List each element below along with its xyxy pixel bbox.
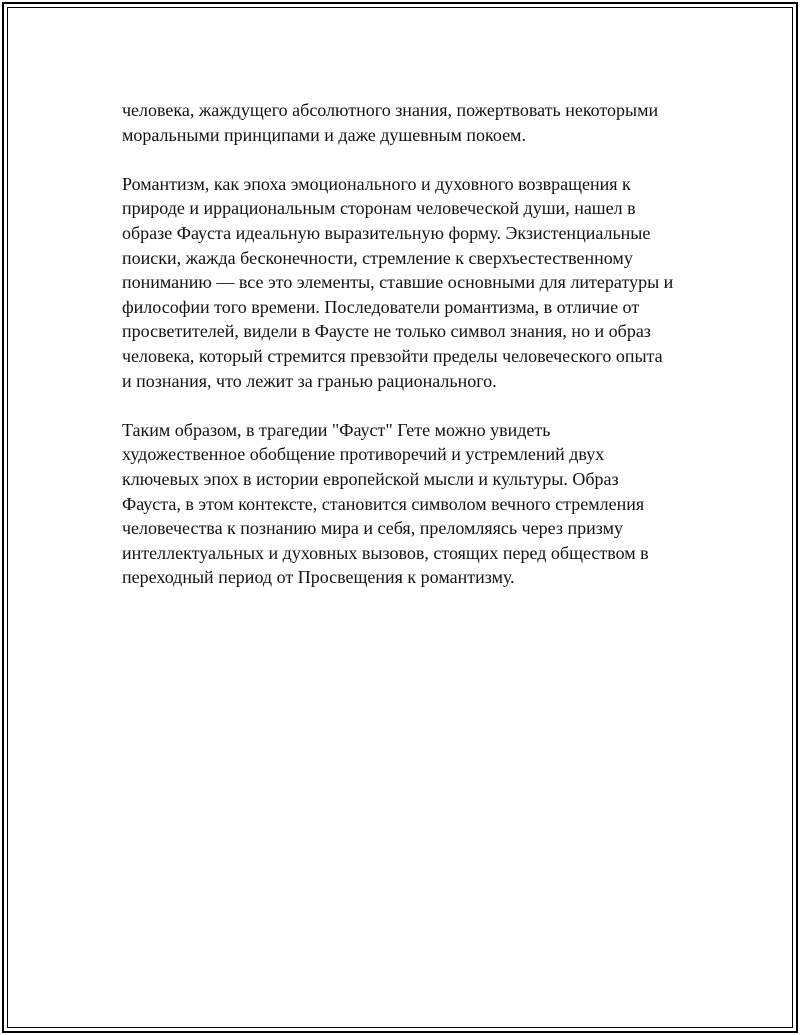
text-line: философии того времени. Последователи романтизма, в отличие от [122, 296, 640, 317]
text-line: переходный период от Просвещения к романтизму. [122, 567, 515, 588]
text-line: и познания, что лежит за гранью рационального. [122, 370, 497, 391]
text-line: Фауста, в этом контексте, становится символом вечного стремления [122, 493, 645, 514]
text-line: художественное обобщение противоречий и устремлений двух [122, 444, 605, 465]
text-line: интеллектуальных и духовных вызовов, стоящих перед обществом в [122, 542, 649, 563]
paragraph-2 [122, 172, 697, 393]
text-line: просветителей, видели в Фаусте не только символ знания, но и образ [122, 321, 651, 342]
text-line: Таким образом, в трагедии "Фауст" Гете можно увидеть [122, 419, 551, 440]
text-line: пониманию — все это элементы, ставшие основными для литературы и [122, 272, 674, 293]
text-line: природе и иррациональным сторонам человеческой души, нашел в [122, 198, 636, 219]
text-line: ключевых эпох в истории европейской мысли и культуры. Образ [122, 468, 619, 489]
text-line: поиски, жажда бесконечности, стремление к сверхъестественному [122, 247, 633, 268]
document-body [122, 98, 697, 614]
text-line: человека, который стремится превзойти пределы человеческого опыта [122, 345, 663, 366]
text-line: моральными принципами и даже душевным покоем. [122, 124, 526, 145]
text-line: образе Фауста идеальную выразительную форму. Экзистенциальные [122, 222, 651, 243]
text-line: Романтизм, как эпоха эмоционального и духовного возвращения к [122, 173, 631, 194]
page-frame [2, 2, 798, 1033]
paragraph-3 [122, 418, 697, 590]
paragraph-1 [122, 98, 697, 147]
text-line: человека, жаждущего абсолютного знания, пожертвовать некоторыми [122, 100, 659, 120]
text-line: человечества к познанию мира и себя, преломляясь через призму [122, 518, 623, 539]
